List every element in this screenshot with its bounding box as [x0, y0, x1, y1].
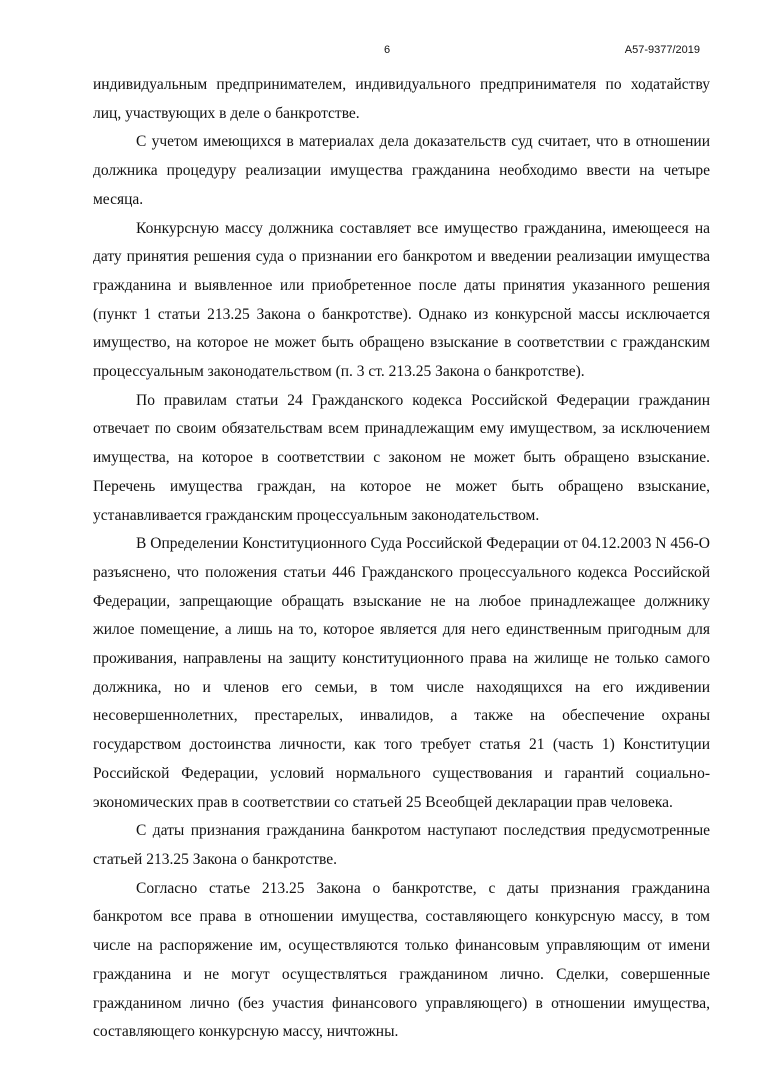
paragraph-continuation: индивидуальным предпринимателем, индивидуального предпринимателя по ходатайству лиц, участвующих в деле о банкротстве.	[93, 76, 710, 122]
paragraph-bankruptcy-estate: Конкурсную массу должника составляет все имущество гражданина, имеющееся на дату принятия решения суда о признании его банкротом и введении реализации имущества гражданина и выявленное или приобретенное после даты принятия указанного решения (пункт 1 статьи 213.25 Закона о банкротстве). Однако из конкурсной массы исключается имущество, на которое не может быть обращено взыскание в соответствии с гражданским процессуальным законодательством (п. 3 ст. 213.25 Закона о банкротстве).	[93, 219, 710, 381]
paragraph-bankruptcy-consequences: С даты признания гражданина банкротом наступают последствия предусмотренные статьей 213.25 Закона о банкротстве.	[93, 822, 710, 868]
paragraph-constitutional-court-ruling: В Определении Конституционного Суда Российской Федерации от 04.12.2003 N 456-О разъяснено, что положения статьи 446 Гражданского процессуального кодекса Российской Федерации, запрещающие обращать взыскание не на любое принадлежащее должнику жилое помещение, а лишь на то, которое является для него единственным пригодным для проживания, направлены на защиту конституционного права на жилище не только самого должника, но и членов его семьи, в том числе находящихся на его иждивении несовершеннолетних, престарелых, инвалидов, а также на обеспечение охраны государством достоинства личности, как того требует статья 21 (часть 1) Конституции Российской Федерации, условий нормального существования и гарантий социально-экономических прав в соответствии со статьей 25 Всеобщей декларации прав человека.	[93, 535, 710, 811]
page-number: 6	[383, 44, 391, 56]
paragraph-procedure-term: С учетом имеющихся в материалах дела доказательств суд считает, что в отношении должника процедуру реализации имущества гражданина необходимо ввести на четыре месяца.	[93, 133, 710, 208]
document-body	[93, 71, 710, 1047]
paragraph-article-213-25: Согласно статье 213.25 Закона о банкротстве, с даты признания гражданина банкротом все права в отношении имущества, составляющего конкурсную массу, в том числе на распоряжение им, осуществляются только финансовым управляющим от имени гражданина и не могут осуществляться гражданином лично. Сделки, совершенные гражданином лично (без участия финансового управляющего) в отношении имущества, составляющего конкурсную массу, ничтожны.	[93, 879, 710, 1041]
paragraph-civil-code-article-24: По правилам статьи 24 Гражданского кодекса Российской Федерации гражданин отвечает по своим обязательствам всем принадлежащим ему имуществом, за исключением имущества, на которое в соответствии с законом не может быть обращено взыскание. Перечень имущества граждан, на которое не может быть обращено взыскание, устанавливается гражданским процессуальным законодательством.	[93, 391, 710, 524]
case-number: А57-9377/2019	[624, 44, 700, 56]
